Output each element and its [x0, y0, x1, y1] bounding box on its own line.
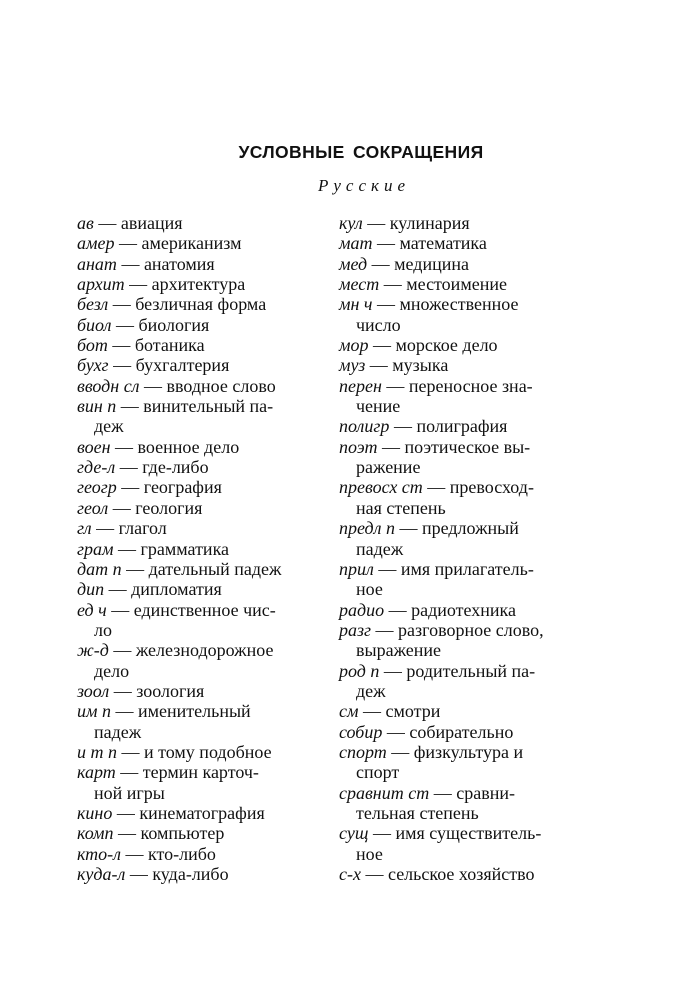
abbreviation: мн ч: [339, 294, 373, 315]
definition: сельское хозяйство: [387, 864, 535, 884]
dash-separator: —: [93, 213, 121, 233]
abbreviation: мест: [339, 274, 380, 295]
definition-continuation: дело: [94, 660, 130, 681]
abbreviation-entry: [339, 213, 571, 233]
definition: биология: [138, 314, 210, 335]
entry-line: [77, 640, 309, 660]
dash-separator: —: [429, 782, 457, 803]
entry-line: [339, 620, 571, 640]
definition: бухгалтерия: [135, 355, 230, 376]
dash-separator: —: [381, 375, 409, 396]
dash-separator: —: [115, 762, 143, 783]
definition: американизм: [141, 233, 242, 254]
definition: компьютер: [140, 823, 225, 844]
abbreviation: ж-д: [77, 640, 109, 661]
abbreviation: радио: [339, 599, 385, 620]
abbreviation: воен: [77, 436, 111, 457]
definition: винительный па-: [143, 396, 274, 417]
dash-separator: —: [121, 843, 149, 864]
definition-continuation: чение: [356, 396, 401, 417]
abbreviation: бухг: [77, 355, 109, 376]
abbreviation-entry: [339, 661, 571, 702]
definition: где-либо: [142, 457, 209, 478]
dash-separator: —: [116, 396, 144, 417]
dash-separator: —: [125, 864, 153, 884]
definition-continuation: выражение: [356, 640, 442, 661]
abbreviation: предл п: [339, 518, 395, 539]
dash-separator: —: [112, 802, 140, 823]
entry-line: [77, 803, 309, 823]
abbreviation: род п: [339, 660, 380, 681]
definition: авиация: [120, 213, 183, 233]
dash-separator: —: [111, 701, 138, 722]
abbreviation: сравнит ст: [339, 782, 430, 803]
entry-line: [339, 600, 571, 620]
entry-line: [339, 742, 571, 762]
abbreviation-entry: [77, 315, 309, 335]
abbreviation: поэт: [339, 436, 378, 457]
definition-continuation: деж: [356, 680, 386, 701]
dash-separator: —: [358, 701, 386, 722]
abbreviation-entry: [339, 416, 571, 436]
definition: термин карточ-: [142, 762, 259, 783]
abbreviation: архит: [77, 274, 125, 295]
definition-continuation: ражение: [356, 457, 421, 478]
definition: музыка: [392, 355, 449, 376]
abbreviation-entry: [77, 539, 309, 559]
definition: анатомия: [143, 253, 215, 274]
abbreviation: полигр: [339, 416, 390, 437]
abbreviation: дип: [77, 579, 105, 600]
entry-line: [339, 823, 571, 843]
entry-line: [339, 477, 571, 497]
abbreviation: гл: [77, 518, 92, 539]
entry-line: [77, 539, 309, 559]
section-subtitle: Русские: [317, 176, 411, 195]
entry-line: [339, 518, 571, 538]
abbreviation: мор: [339, 335, 369, 356]
abbreviation: собир: [339, 721, 383, 742]
dash-separator: —: [379, 274, 407, 295]
abbreviation-entry: [77, 844, 309, 864]
entry-line: [339, 783, 571, 803]
abbreviation-entry: [77, 762, 309, 803]
dash-separator: —: [114, 233, 142, 254]
entry-line: [77, 335, 309, 355]
dash-separator: —: [367, 253, 395, 274]
definition: железнодорожное: [135, 640, 274, 661]
abbreviation-entry: [339, 559, 571, 600]
definition: зоология: [136, 680, 205, 701]
abbreviation-entry: [77, 254, 309, 274]
abbreviation: куда-л: [77, 864, 126, 884]
dash-separator: —: [108, 497, 136, 518]
abbreviation-entry: [77, 518, 309, 538]
definition: имя прилагатель-: [400, 558, 534, 579]
abbreviation-entry: [77, 335, 309, 355]
definition: грамматика: [140, 538, 230, 559]
definition: география: [143, 477, 222, 498]
definition-continuation: ное: [356, 843, 383, 864]
abbreviation-entry: [77, 477, 309, 497]
abbreviation-entry: [77, 579, 309, 599]
definition: геология: [135, 497, 203, 518]
abbreviation: карт: [77, 762, 116, 783]
abbreviation: безл: [77, 294, 109, 315]
abbreviation: бот: [77, 335, 108, 356]
definition-continuation: тельная степень: [356, 802, 479, 823]
dash-separator: —: [109, 680, 137, 701]
entry-line: [77, 823, 309, 843]
dash-separator: —: [111, 314, 139, 335]
abbreviation: анат: [77, 253, 117, 274]
definition: и тому подобное: [144, 741, 272, 762]
abbreviation: прил: [339, 558, 374, 579]
abbreviation: кул: [339, 213, 363, 233]
abbreviation: мат: [339, 233, 373, 254]
abbreviation-entry: [77, 376, 309, 396]
abbreviation-entry: [339, 518, 571, 559]
abbreviation: грам: [77, 538, 114, 559]
abbreviation-entry: [339, 233, 571, 253]
abbreviation-entry: [77, 803, 309, 823]
dash-separator: —: [139, 375, 167, 396]
entry-line: [339, 294, 571, 314]
abbreviation-entry: [339, 376, 571, 417]
definition-continuation: падеж: [356, 538, 404, 559]
entry-line: [339, 213, 571, 233]
abbreviation-list-right: [339, 213, 571, 884]
entry-line: [339, 661, 571, 681]
abbreviation: кто-л: [77, 843, 122, 864]
abbreviation-entry: [77, 457, 309, 477]
entry-line: [77, 355, 309, 375]
abbreviation-entry: [77, 864, 309, 884]
dash-separator: —: [384, 599, 412, 620]
entry-line: [77, 213, 309, 233]
entry-line: [77, 559, 309, 579]
abbreviation: зоол: [77, 680, 110, 701]
dash-separator: —: [379, 660, 407, 681]
abbreviation: мед: [339, 253, 368, 274]
abbreviation-entry: [339, 864, 571, 884]
abbreviation: спорт: [339, 741, 387, 762]
abbreviation-entry: [77, 274, 309, 294]
definition-continuation: ло: [94, 619, 112, 640]
definition: множественное: [399, 294, 519, 315]
dash-separator: —: [106, 599, 134, 620]
dash-separator: —: [372, 233, 400, 254]
definition: военное дело: [137, 436, 240, 457]
definition: единственное чис-: [133, 599, 276, 620]
definition-continuation: ное: [356, 579, 383, 600]
definition-continuation: число: [356, 314, 401, 335]
entry-line: [77, 701, 309, 721]
abbreviation-entry: [77, 213, 309, 233]
entry-line: [77, 457, 309, 477]
definition: переносное зна-: [408, 375, 533, 396]
abbreviation-entry: [339, 335, 571, 355]
abbreviation: дат п: [77, 558, 122, 579]
abbreviation: и т п: [77, 741, 117, 762]
definition: радиотехника: [411, 599, 516, 620]
dash-separator: —: [422, 477, 450, 498]
abbreviation-entry: [77, 233, 309, 253]
dash-separator: —: [116, 477, 144, 498]
abbreviation-entry: [339, 437, 571, 478]
dash-separator: —: [91, 518, 119, 539]
abbreviation: с-х: [339, 864, 361, 884]
entry-line: [77, 864, 309, 884]
abbreviation-entry: [339, 355, 571, 375]
abbreviation-entry: [77, 498, 309, 518]
abbreviation-entry: [77, 437, 309, 457]
dash-separator: —: [115, 457, 143, 478]
entry-line: [77, 477, 309, 497]
dash-separator: —: [108, 640, 136, 661]
definition: морское дело: [395, 335, 498, 356]
definition-continuation: деж: [94, 416, 124, 437]
entry-line: [339, 701, 571, 721]
entry-line: [339, 254, 571, 274]
entry-line: [77, 742, 309, 762]
entry-line: [339, 274, 571, 294]
dash-separator: —: [368, 335, 396, 356]
definition-continuation: спорт: [356, 762, 400, 783]
dash-separator: —: [113, 538, 141, 559]
entry-line: [339, 416, 571, 436]
entry-line: [77, 600, 309, 620]
abbreviation: геол: [77, 497, 109, 518]
abbreviation-entry: [77, 701, 309, 742]
abbreviation: вводн сл: [77, 375, 140, 396]
entry-line: [339, 559, 571, 579]
abbreviation: где-л: [77, 457, 116, 478]
abbreviation-entry: [77, 396, 309, 437]
definition: куда-либо: [152, 864, 229, 884]
dash-separator: —: [372, 294, 400, 315]
abbreviation: разг: [339, 619, 372, 640]
entry-line: [339, 722, 571, 742]
dash-separator: —: [107, 335, 135, 356]
definition: архитектура: [151, 274, 246, 295]
abbreviation: сущ: [339, 823, 369, 844]
definition: имя существитель-: [395, 823, 542, 844]
abbreviation: им п: [77, 701, 111, 722]
abbreviation-entry: [339, 620, 571, 661]
definition: физкультура и: [413, 741, 524, 762]
entry-line: [77, 396, 309, 416]
dash-separator: —: [108, 294, 136, 315]
entry-line: [77, 376, 309, 396]
dash-separator: —: [116, 253, 144, 274]
abbreviation: комп: [77, 823, 114, 844]
entry-line: [339, 437, 571, 457]
definition: поэтическое вы-: [404, 436, 531, 457]
dash-separator: —: [104, 579, 132, 600]
dash-separator: —: [121, 558, 149, 579]
abbreviation: кино: [77, 802, 113, 823]
abbreviation: см: [339, 701, 359, 722]
abbreviation-entry: [339, 783, 571, 824]
dash-separator: —: [108, 355, 136, 376]
definition: именительный: [138, 701, 251, 722]
entry-line: [77, 274, 309, 294]
abbreviation-entry: [77, 742, 309, 762]
abbreviation-entry: [339, 274, 571, 294]
definition: превосход-: [449, 477, 534, 498]
abbreviation-entry: [339, 742, 571, 783]
abbreviation-entry: [77, 640, 309, 681]
entry-line: [339, 233, 571, 253]
definition: кто-либо: [148, 843, 216, 864]
dash-separator: —: [124, 274, 152, 295]
definition-continuation: ная степень: [356, 497, 446, 518]
abbreviation-entry: [339, 823, 571, 864]
definition: родительный па-: [406, 660, 536, 681]
abbreviation: биол: [77, 314, 112, 335]
dash-separator: —: [377, 436, 405, 457]
dash-separator: —: [395, 518, 422, 539]
dash-separator: —: [362, 213, 390, 233]
dash-separator: —: [117, 741, 144, 762]
definition: кулинария: [389, 213, 470, 233]
entry-line: [339, 864, 571, 884]
entry-line: [77, 294, 309, 314]
entry-line: [339, 335, 571, 355]
entry-line: [339, 376, 571, 396]
definition: математика: [399, 233, 487, 254]
abbreviation-entry: [339, 600, 571, 620]
abbreviation-entry: [77, 294, 309, 314]
entry-line: [77, 762, 309, 782]
abbreviation-list-left: [77, 213, 309, 884]
abbreviation: превосх ст: [339, 477, 423, 498]
entry-line: [77, 681, 309, 701]
abbreviation: муз: [339, 355, 366, 376]
definition: вводное слово: [166, 375, 276, 396]
entry-line: [77, 315, 309, 335]
definition: безличная форма: [135, 294, 267, 315]
definition: сравни-: [456, 782, 515, 803]
abbreviation: ав: [77, 213, 94, 233]
definition: разговорное слово,: [398, 619, 544, 640]
abbreviation-entry: [77, 600, 309, 641]
dash-separator: —: [365, 355, 393, 376]
definition: дипломатия: [131, 579, 222, 600]
dash-separator: —: [386, 741, 414, 762]
definition: полиграфия: [416, 416, 508, 437]
abbreviation-entry: [77, 355, 309, 375]
abbreviation-entry: [77, 559, 309, 579]
entry-line: [77, 233, 309, 253]
dash-separator: —: [113, 823, 141, 844]
entry-line: [77, 254, 309, 274]
definition: смотри: [385, 701, 441, 722]
definition: кинематография: [139, 802, 265, 823]
dash-separator: —: [368, 823, 396, 844]
abbreviation-entry: [339, 701, 571, 721]
abbreviation-entry: [339, 254, 571, 274]
definition: дательный падеж: [148, 558, 282, 579]
definition: ботаника: [134, 335, 205, 356]
abbreviation-entry: [339, 722, 571, 742]
abbreviation: геогр: [77, 477, 117, 498]
abbreviation-entry: [77, 823, 309, 843]
abbreviation: амер: [77, 233, 115, 254]
definition: предложный: [422, 518, 519, 539]
definition: собирательно: [409, 721, 514, 742]
definition-continuation: ной игры: [94, 782, 165, 803]
dash-separator: —: [373, 558, 401, 579]
dash-separator: —: [360, 864, 388, 884]
dash-separator: —: [110, 436, 138, 457]
entry-line: [77, 498, 309, 518]
entry-line: [77, 844, 309, 864]
page-title: УСЛОВНЫЕ СОКРАЩЕНИЯ: [238, 142, 484, 162]
abbreviation: ед ч: [77, 599, 107, 620]
entry-line: [77, 579, 309, 599]
dash-separator: —: [389, 416, 417, 437]
definition: медицина: [394, 253, 469, 274]
abbreviation-entry: [339, 294, 571, 335]
entry-line: [77, 518, 309, 538]
entry-line: [77, 437, 309, 457]
dash-separator: —: [371, 619, 399, 640]
abbreviation-entry: [77, 681, 309, 701]
abbreviation-entry: [339, 477, 571, 518]
definition: глагол: [118, 518, 167, 539]
entry-line: [339, 355, 571, 375]
definition-continuation: падеж: [94, 721, 142, 742]
abbreviation: вин п: [77, 396, 117, 417]
dash-separator: —: [382, 721, 410, 742]
abbreviation: перен: [339, 375, 382, 396]
definition: местоимение: [406, 274, 507, 295]
